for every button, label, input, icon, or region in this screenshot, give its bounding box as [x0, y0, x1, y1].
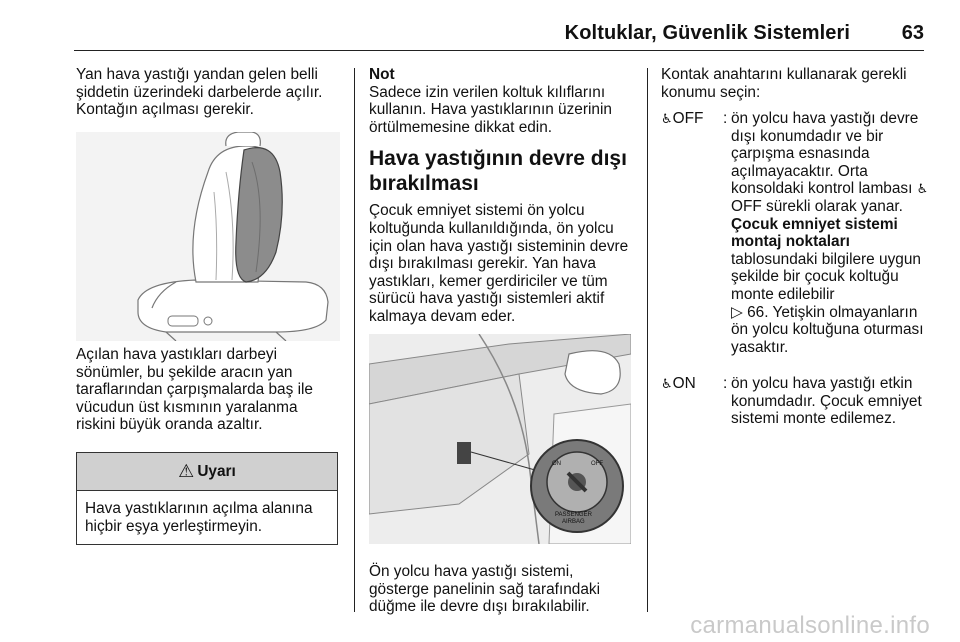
- column-1: [76, 66, 340, 119]
- warning-title: Uyarı: [197, 462, 236, 480]
- warning-text: Hava yastıklarının açılma alanına hiçbir eşya yerleştirmeyin.: [85, 500, 313, 535]
- column-divider: [354, 68, 355, 612]
- key-instruction: Kontak anahtarını kullanarak gerekli konumu seçin:: [661, 66, 907, 101]
- warning-triangle-icon: ⚠: [178, 461, 195, 481]
- option-off: ♿OFF : ön yolcu hava yastığı devre dışı konumdadır ve bir çarpışma esnasında açılmayacaktır. Orta konsoldaki kontrol lambası ♿OFF sürekli olarak yanar. Çocuk emniyet sistemi montaj noktaları tablosundaki bilgilere uygun şekilde bir çocuk koltuğu monte edilebilir ▷ 66. Yetişkin olmayanların ön yolcu koltuğuna oturması yasaktır.: [661, 110, 933, 426]
- column-divider: [647, 68, 648, 612]
- page-reference[interactable]: 66: [747, 303, 765, 321]
- option-off-key: ♿OFF: [661, 110, 704, 127]
- switch-airbag-label: AIRBAG: [562, 519, 585, 525]
- switch-passenger-label: PASSENGER: [555, 512, 592, 518]
- seat-side-airbag-figure: [76, 132, 340, 341]
- running-header-title: Koltuklar, Güvenlik Sistemleri: [564, 22, 850, 44]
- warning-box: [76, 452, 338, 545]
- warning-heading: [77, 453, 337, 491]
- switch-caption: Ön yolcu hava yastığı sistemi, gösterge panelinin sağ tarafındaki düğme ile devre dışı bırakılabilir.: [369, 563, 601, 616]
- page-number: 63: [901, 22, 924, 44]
- option-on-key: ♿ON: [661, 375, 696, 392]
- airbag-switch-figure: [369, 334, 631, 544]
- note-text: Sadece izin verilen koltuk kılıflarını kullanın. Hava yastıklarının üzerinin örtülmemesine dikkat edin.: [369, 83, 612, 136]
- note-title: Not: [369, 66, 395, 83]
- section-heading: Hava yastığının devre dışı bırakılması: [369, 147, 627, 196]
- column-2: [369, 66, 634, 326]
- option-off-description: ön yolcu hava yastığı devre dışı konumdadır ve bir çarpışma esnasında açılmayacaktır. Orta konsoldaki kontrol lambası ♿OFF sürekli olarak yanar. Çocuk emniyet sistemi montaj noktaları tablosundaki bilgilere uygun şekilde bir çocuk koltuğu monte edilebilir ▷ 66. Yetişkin olmayanların ön yolcu koltuğuna oturması yasaktır.: [731, 110, 933, 356]
- figure-caption-block: [369, 563, 634, 616]
- seat-airbag-off-lamp-icon: ♿: [916, 181, 929, 197]
- option-on: ♿ON : ön yolcu hava yastığı etkin konumdadır. Çocuk emniyet sistemi monte edilemez.: [661, 375, 933, 455]
- child-seat-mounting-heading: Çocuk emniyet sistemi montaj noktaları: [731, 215, 898, 251]
- column-3: [661, 66, 933, 428]
- section-text: Çocuk emniyet sistemi ön yolcu koltuğunda kullanıldığında, ön yolcu için olan hava yastığı sisteminin devre dışı bırakılması gerekir. Yan hava yastıkları, kemer gerdiriciler ve tüm sürücü hava yastığı sistemleri aktif kalmaya devam eder.: [369, 202, 629, 325]
- watermark: carmanualsonline.info: [690, 612, 930, 639]
- header-rule: [74, 50, 924, 51]
- seat-airbag-on-icon: ♿: [661, 376, 673, 391]
- switch-off-label: OFF: [591, 461, 603, 467]
- airbag-effect-text: Açılan hava yastıkları darbeyi sönümler, bu şekilde aracın yan taraflarından çarpışmalarda baş ile vücudun üst kısmının yaralanma riskini büyük oranda azaltır.: [76, 346, 313, 434]
- option-on-description: ön yolcu hava yastığı etkin konumdadır. Çocuk emniyet sistemi monte edilemez.: [731, 375, 922, 428]
- column-1-lower: [76, 346, 340, 434]
- seat-airbag-off-icon: ♿: [661, 111, 673, 126]
- page-reference-arrow-icon: ▷: [731, 303, 743, 321]
- side-airbag-intro: Yan hava yastığı yandan gelen belli şiddetin üzerindeki darbelerde açılır. Kontağın açılması gerekir.: [76, 66, 323, 119]
- switch-on-label: ON: [552, 461, 561, 467]
